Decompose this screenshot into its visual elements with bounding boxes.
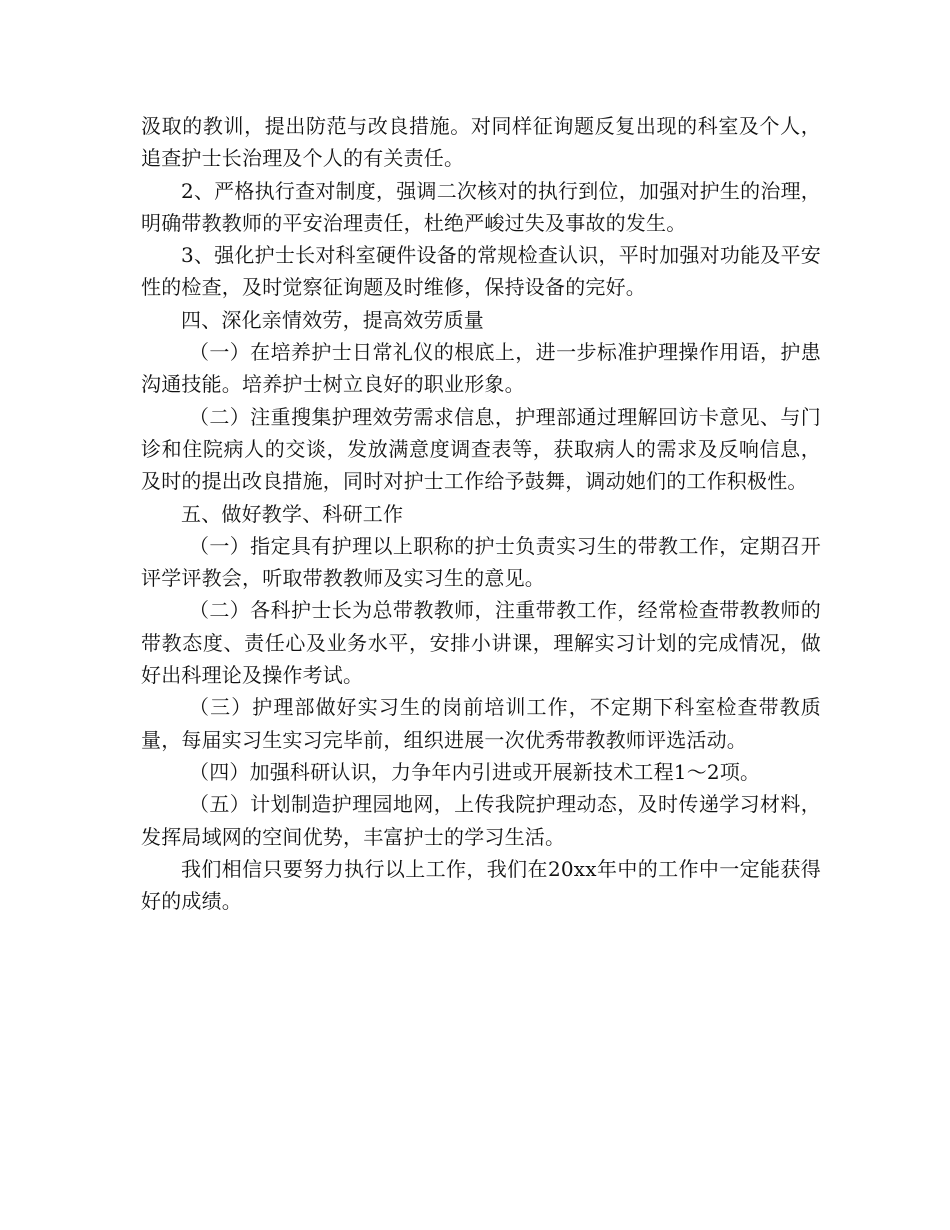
- document-body: [141, 110, 821, 917]
- paragraph-5-3: （三）护理部做好实习生的岗前培训工作，不定期下科室检查带教质量，每届实习生实习完毕前，组织进展一次优秀带教教师评选活动。: [141, 695, 821, 752]
- paragraph-5-1: （一）指定具有护理以上职称的护士负责实习生的带教工作，定期召开评学评教会，听取带教教师及实习生的意见。: [141, 533, 821, 591]
- closing-paragraph: 我们相信只要努力执行以上工作，我们在20xx年中的工作中一定能获得好的成绩。: [141, 856, 821, 914]
- paragraph-5-5: （五）计划制造护理园地网，上传我院护理动态，及时传递学习材料，发挥局域网的空间优势，丰富护士的学习生活。: [141, 792, 821, 849]
- paragraph-4-1: （一）在培养护士日常礼仪的根底上，进一步标准护理操作用语，护患沟通技能。培养护士树立良好的职业形象。: [141, 340, 821, 397]
- paragraph-5-2: （二）各科护士长为总带教教师，注重带教工作，经常检查带教教师的带教态度、责任心及业务水平，安排小讲课，理解实习计划的完成情况，做好出科理论及操作考试。: [141, 598, 821, 688]
- section-heading-4: 四、深化亲情效劳，提高效劳质量: [181, 307, 484, 332]
- paragraph-continuation: 汲取的教训，提出防范与改良措施。对同样征询题反复出现的科室及个人，追查护士长治理及个人的有关责任。: [141, 114, 821, 171]
- paragraph-item-2: 2、严格执行查对制度，强调二次核对的执行到位，加强对护生的治理，明确带教教师的平安治理责任，杜绝严峻过失及事故的发生。: [141, 178, 821, 235]
- paragraph-5-4: （四）加强科研认识，力争年内引进或开展新技术工程1～2项。: [189, 759, 761, 784]
- section-heading-5: 五、做好教学、科研工作: [181, 501, 404, 526]
- paragraph-item-3: 3、强化护士长对科室硬件设备的常规检查认识，平时加强对功能及平安性的检查，及时觉察征询题及时维修，保持设备的完好。: [141, 243, 821, 300]
- paragraph-4-2: （二）注重搜集护理效劳需求信息，护理部通过理解回访卡意见、与门诊和住院病人的交谈，发放满意度调查表等，获取病人的需求及反响信息，及时的提出改良措施，同时对护士工作给予鼓舞，调动她们的工作积极性。: [141, 404, 821, 494]
